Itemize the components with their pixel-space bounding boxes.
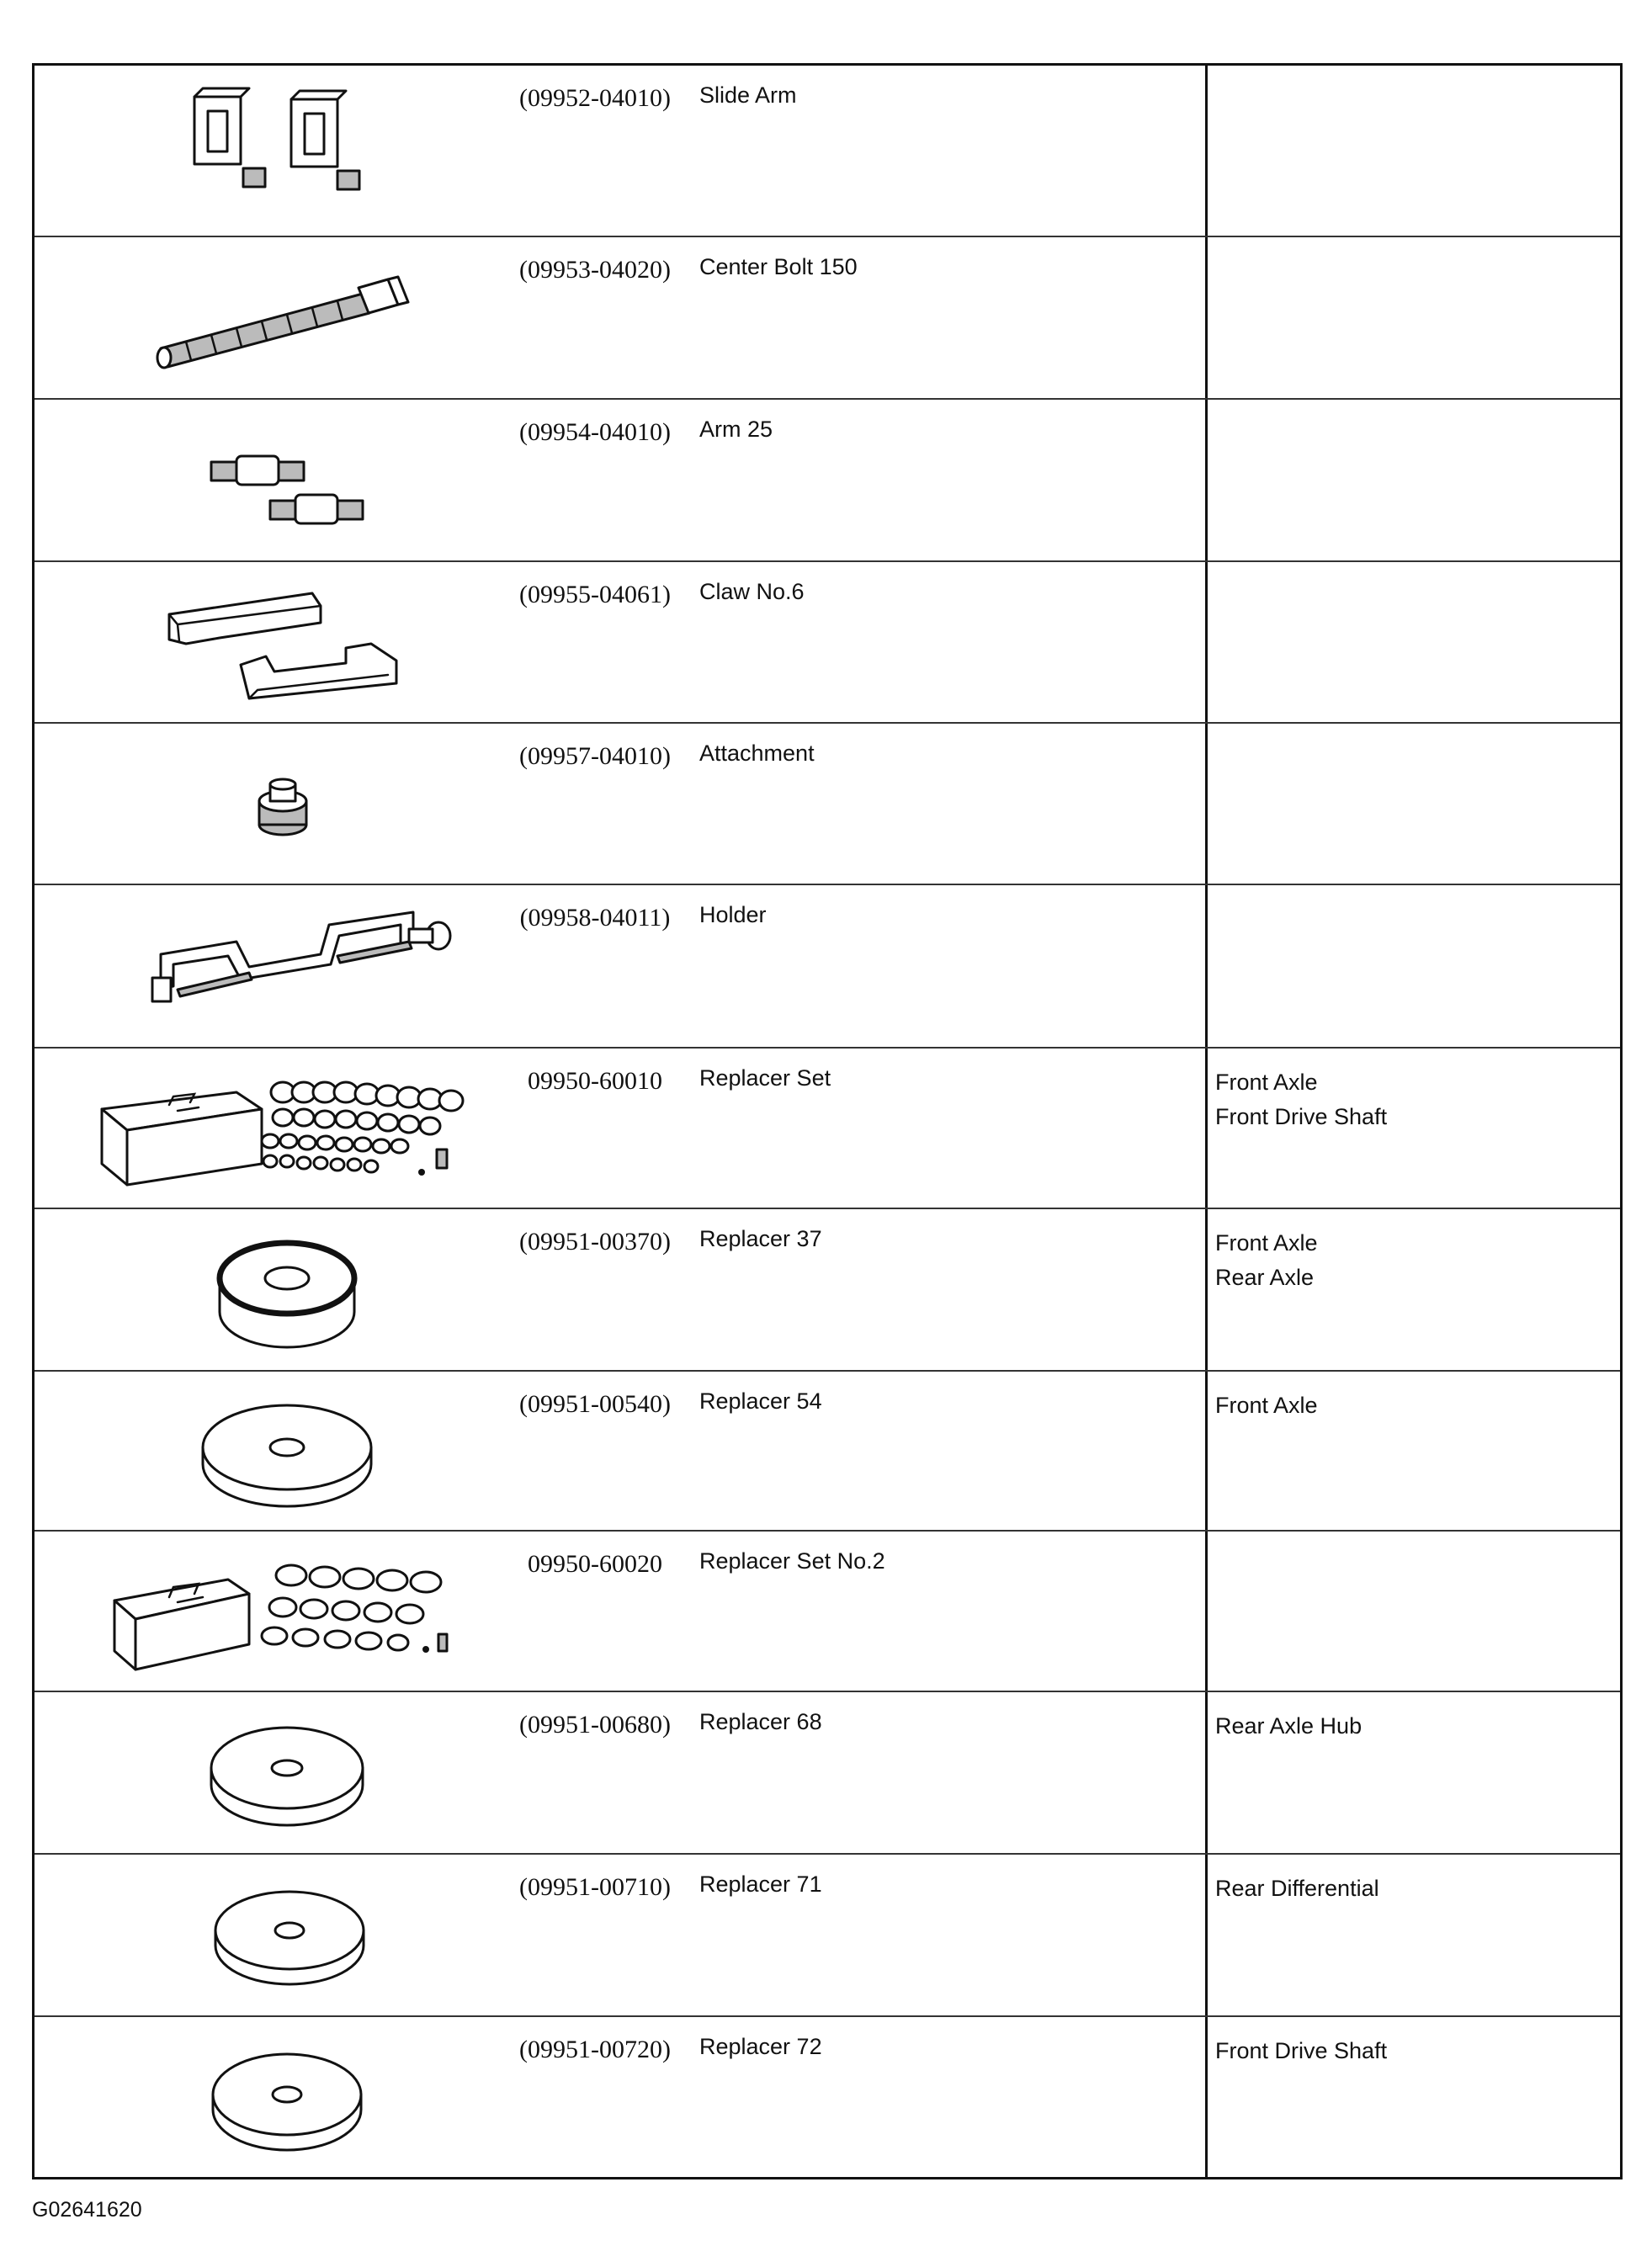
part-number: (09957-04010): [519, 742, 671, 770]
table-row: [35, 400, 1620, 562]
table-row: [35, 885, 1620, 1049]
application-list: [1215, 1871, 1379, 1906]
table-row: [35, 1209, 1620, 1372]
figure-code: G02641620: [32, 2198, 142, 2222]
table-row: [35, 1532, 1620, 1692]
part-number: (09951-00680): [519, 1711, 671, 1739]
tool-name: Replacer 37: [699, 1226, 822, 1251]
application-item: Front Axle: [1215, 1393, 1318, 1418]
table-row: [35, 66, 1620, 237]
arm-icon: [68, 410, 489, 551]
tool-name: Replacer 72: [699, 2034, 822, 2059]
replacer-disc-icon: [68, 1865, 489, 2006]
application-list: [1215, 1065, 1387, 1134]
part-number: (09951-00540): [519, 1390, 671, 1418]
tool-name: Replacer Set: [699, 1065, 831, 1091]
table-row: [35, 237, 1620, 400]
part-number: (09955-04061): [519, 581, 671, 608]
table-row: [35, 1372, 1620, 1532]
replacer-set-icon: [68, 1542, 489, 1683]
application-item: Front Drive Shaft: [1215, 1104, 1388, 1129]
table-row: [35, 1049, 1620, 1209]
replacer-disc-icon: [68, 1382, 489, 1523]
application-list: [1215, 1388, 1318, 1423]
part-number: (09951-00370): [519, 1228, 671, 1256]
tool-name: Claw No.6: [699, 579, 805, 604]
tool-name: Attachment: [699, 741, 815, 766]
part-number: 09950-60020: [528, 1550, 662, 1578]
special-tools-table: [32, 63, 1623, 2179]
part-number: (09958-04011): [519, 904, 671, 932]
part-number: (09952-04010): [519, 84, 671, 112]
replacer-disc-icon: [68, 1702, 489, 1844]
part-number: (09954-04010): [519, 418, 671, 446]
tool-name: Replacer Set No.2: [699, 1548, 885, 1574]
tool-name: Arm 25: [699, 417, 773, 442]
replacer-set-icon: [68, 1059, 489, 1200]
application-item: Rear Differential: [1215, 1876, 1379, 1901]
claw-icon: [68, 572, 489, 714]
table-row: [35, 1855, 1620, 2017]
application-list: [1215, 2034, 1387, 2068]
part-number: 09950-60010: [528, 1067, 662, 1095]
application-item: Rear Axle Hub: [1215, 1713, 1363, 1739]
application-item: Front Axle: [1215, 1230, 1318, 1256]
tool-name: Replacer 68: [699, 1709, 822, 1734]
application-item: Front Drive Shaft: [1215, 2038, 1388, 2063]
tool-name: Replacer 54: [699, 1388, 822, 1414]
application-item: Front Axle: [1215, 1070, 1318, 1095]
application-list: [1215, 1226, 1318, 1295]
part-number: (09951-00710): [519, 1873, 671, 1901]
table-row: [35, 724, 1620, 885]
tool-name: Replacer 71: [699, 1871, 822, 1897]
tool-name: Center Bolt 150: [699, 254, 858, 279]
holder-icon: [68, 895, 489, 1037]
application-list: [1215, 1709, 1362, 1744]
tool-name: Slide Arm: [699, 82, 797, 108]
replacer-disc-icon: [68, 2027, 489, 2169]
attachment-icon: [68, 734, 489, 875]
center-bolt-icon: [68, 247, 489, 389]
part-number: (09953-04020): [519, 256, 671, 284]
table-row: [35, 562, 1620, 724]
application-item: Rear Axle: [1215, 1265, 1315, 1290]
replacer-disc-icon: [68, 1219, 489, 1361]
slide-arm-icon: [68, 76, 489, 217]
tool-name: Holder: [699, 902, 767, 927]
part-number: (09951-00720): [519, 2036, 671, 2063]
table-row: [35, 1692, 1620, 1855]
table-row: [35, 2017, 1620, 2177]
